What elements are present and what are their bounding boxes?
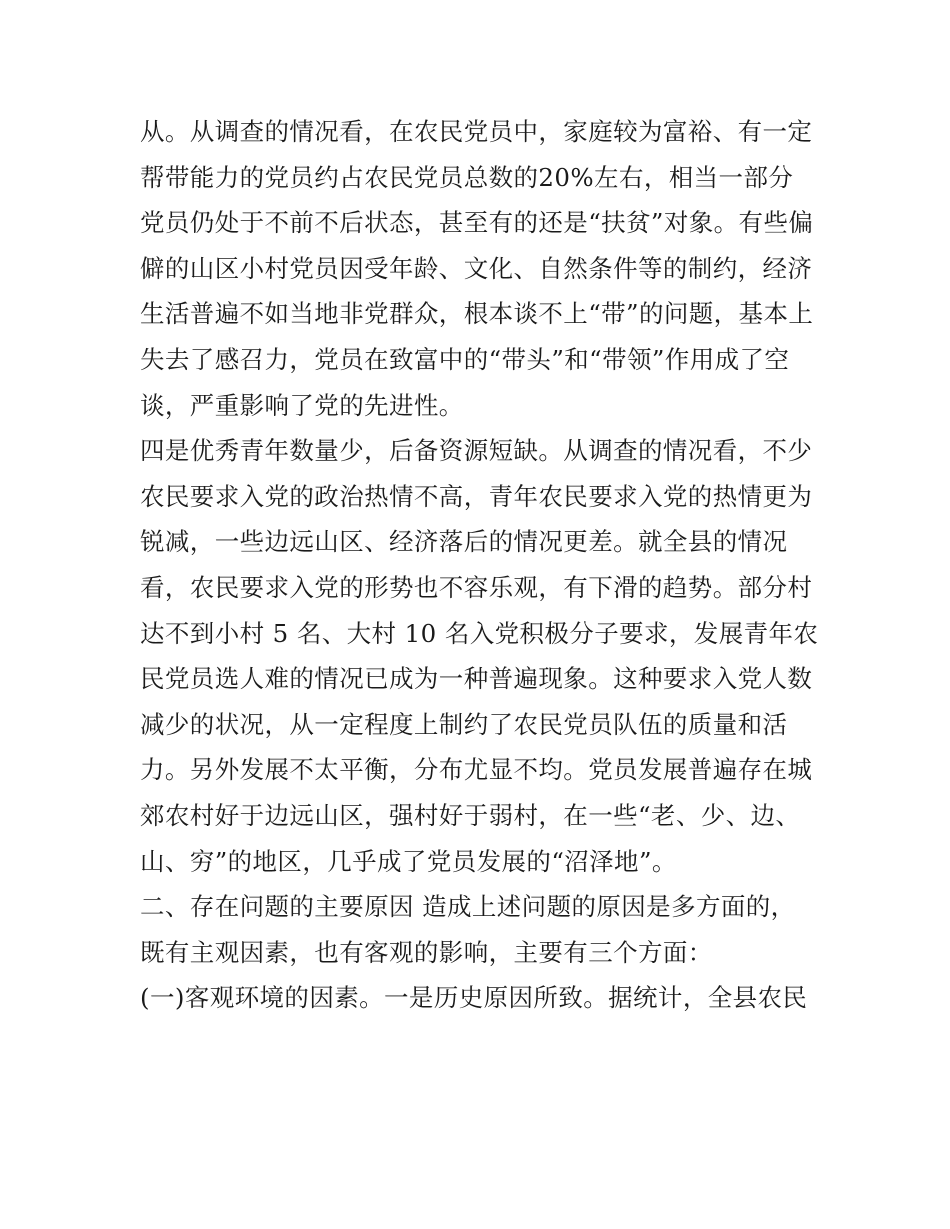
text-line: (一)客观环境的因素。一是历史原因所致。据统计，全县农民 <box>140 983 808 1013</box>
text-line: 二、存在问题的主要原因 造成上述问题的原因是多方面的， <box>140 892 796 922</box>
text-line: 减少的状况，从一定程度上制约了农民党员队伍的质量和活 <box>140 709 788 739</box>
text-line: 生活普遍不如当地非党群众，根本谈不上“带”的问题，基本上 <box>140 299 814 329</box>
text-line: 失去了感召力，党员在致富中的“带头”和“带领”作用成了空 <box>140 344 790 374</box>
text-line: 力。另外发展不太平衡，分布尤显不均。党员发展普遍存在城 <box>140 755 813 785</box>
text-line: 锐减，一些边远山区、经济落后的情况更差。就全县的情况 <box>140 527 788 557</box>
text-line: 既有主观因素，也有客观的影响，主要有三个方面： <box>140 937 713 967</box>
text-line: 僻的山区小村党员因受年龄、文化、自然条件等的制约，经济 <box>140 253 813 283</box>
text-line: 四是优秀青年数量少，后备资源短缺。从调查的情况看，不少 <box>140 436 813 466</box>
text-line: 从。从调查的情况看，在农民党员中，家庭较为富裕、有一定 <box>140 117 813 146</box>
text-line: 郊农村好于边远山区，强村好于弱村，在一些“老、少、边、 <box>140 800 801 830</box>
text-line: 看，农民要求入党的形势也不容乐观，有下滑的趋势。部分村 <box>140 572 813 602</box>
text-line: 民党员选人难的情况已成为一种普遍现象。这种要求入党人数 <box>140 664 813 694</box>
text-line: 谈，严重影响了党的先进性。 <box>140 390 464 420</box>
text-line: 党员仍处于不前不后状态，甚至有的还是“扶贫”对象。有些偏 <box>140 208 814 238</box>
text-line: 农民要求入党的政治热情不高，青年农民要求入党的热情更为 <box>140 481 813 511</box>
text-line: 达不到小村 5 名、大村 10 名入党积极分子要求，发展青年农 <box>140 618 819 648</box>
body-text <box>140 109 820 1021</box>
text-line: 帮带能力的党员约占农民党员总数的20%左右，相当一部分 <box>140 162 794 192</box>
text-line: 山、穷”的地区，几乎成了党员发展的“沼泽地”。 <box>140 846 677 876</box>
